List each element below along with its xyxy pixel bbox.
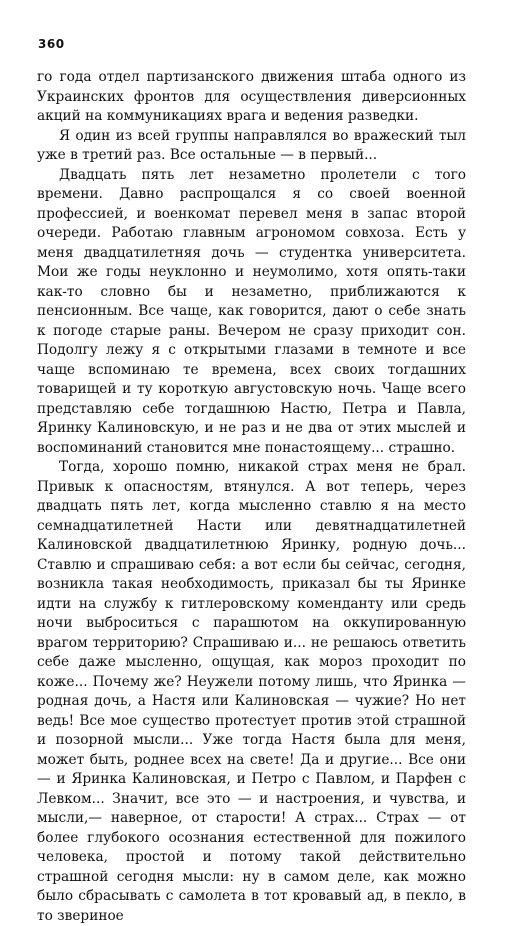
paragraph-2: Я один из всей группы направлялся во вражеский тыл уже в третий раз. Все остальные — в первый... [37, 127, 466, 163]
paragraph-4: Тогда, хорошо помню, никакой страх меня не брал. Привык к опасностям, втянулся. А вот теперь, через двадцать пять лет, когда мысленно ставлю я на место семнадцатилетней Насти или девятнадцатилетней Калиновской двадцатилетнюю Яринку, родную дочь... Ставлю и спрашиваю себя: а вот если бы сейчас, сегодня, возникла такая необходимость, приказал бы ты Яринке идти на службу к гитлеровскому коменданту или средь ночи выброситься с парашютом на оккупированную врагом территорию? Спрашиваю и... не решаюсь ответить себе даже мысленно, ощущая, как мороз проходит по коже... Почему же? Неужели потому лишь, что Яринка — родная дочь, а Настя или Калиновская — чужие? Но нет ведь! Все мое существо протестует против этой страшной и позорной мысли... Уже тогда Настя была для меня, может быть, роднее всех на свете! Да и другие... Все они — и Яринка Калиновская, и Петро с Павлом, и Парфен с Левком... Значит, все это — и настроения, и чувства, и мысли,— наверное, от старости! А страх... Страх — от более глубокого осознания естественной для пожилого человека, простой и потому такой действительно страшной сегодня мысли: ну в самом деле, как можно было сбрасывать с самолета в тот кровавый ад, в пекло, в то звериное [37, 459, 466, 924]
paragraph-3: Двадцать пять лет незаметно пролетели с того времени. Давно распрощался я со своей военной профессией, и военкомат перевел меня в запас второй очереди. Работаю главным агрономом совхоза. Есть у меня двадцатилетняя дочь — студентка университета. Мои же годы неуклонно и неумолимо, хотя опять-таки как-то словно бы и незаметно, приближаются к пенсионным. Все чаще, как говорится, дают о себе знать к погоде старые раны. Вечером не сразу приходит сон. Подолгу лежу я с открытыми глазами в темноте и все чаще вспоминаю те времена, всех своих тогдашних товарищей и ту короткую августовскую ночь. Чаще всего представляю себе тогдашнюю Настю, Петра и Павла, Яринку Калиновскую, и не раз и не два от этих мыслей и воспоминаний становится мне понастоящему... страшно. [37, 166, 466, 456]
page-number: 360 [38, 37, 65, 51]
page-body [37, 68, 466, 926]
paragraph-1: го года отдел партизанского движения штаба одного из Украинских фронтов для осуществления диверсионных акций на коммуникациях врага и ведения разведки. [37, 69, 466, 124]
